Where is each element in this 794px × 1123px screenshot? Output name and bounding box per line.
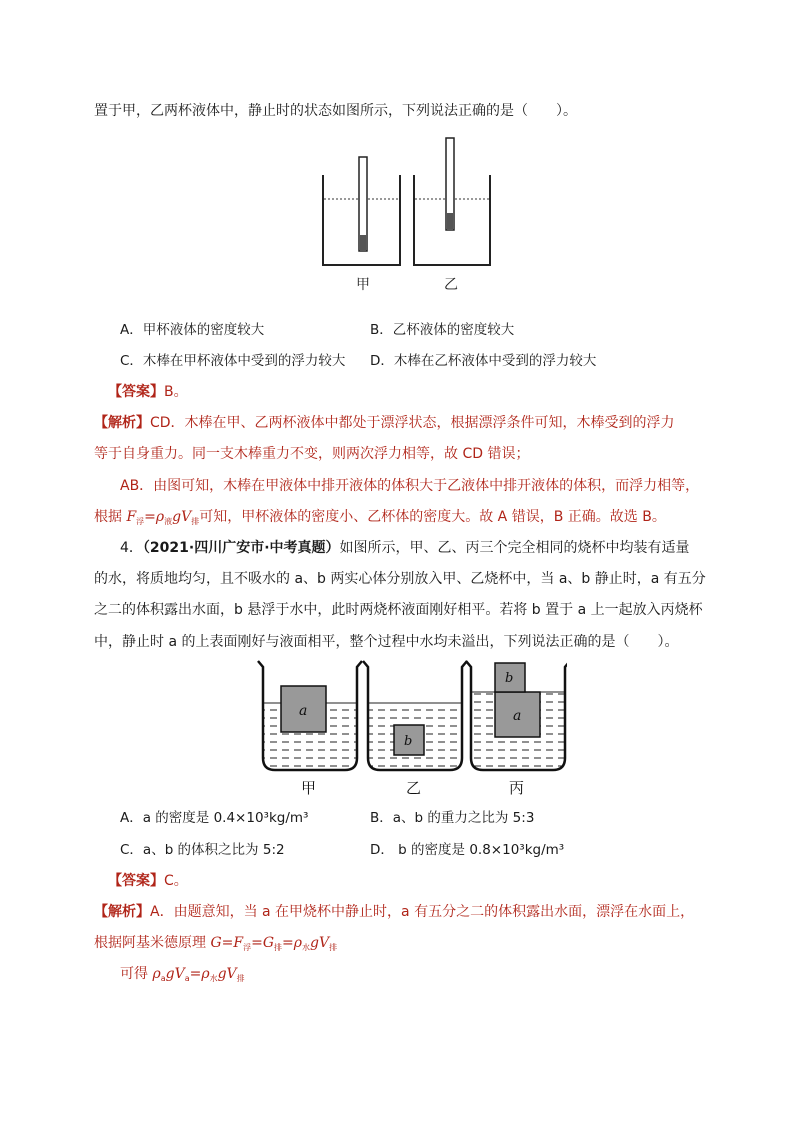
q3-analysis-line-1: 【解析】CD．木棒在甲、乙两杯液体中都处于漂浮状态，根据漂浮条件可知，木棒受到的浮力 <box>94 415 675 431</box>
q3-analysis-line-3: AB．由图可知，木棒在甲液体中排开液体的体积大于乙液体中排开液体的体积，而浮力相等， <box>120 478 700 494</box>
analysis-label: 【解析】 <box>94 904 150 920</box>
formula-density-equation: $\rho_agV_a=\rho_水gV_排$ <box>152 966 245 983</box>
label-jia: 甲 <box>301 779 317 797</box>
svg-text:a: a <box>299 703 308 719</box>
q4-option-b: B．a、b 的重力之比为 5:3 <box>370 810 535 826</box>
question-3-stem: 置于甲，乙两杯液体中，静止时的状态如图所示，下列说法正确的是（ ）。 <box>94 103 577 119</box>
q3-option-c: C．木棒在甲杯液体中受到的浮力较大 <box>120 353 346 369</box>
formula-buoyancy: $F_浮=\rho_液gV_排$ <box>126 509 200 526</box>
q4-option-c: C．a、b 的体积之比为 5:2 <box>120 842 285 858</box>
svg-text:a: a <box>513 708 522 724</box>
answer-label: 【答案】 <box>108 384 164 400</box>
q3-analysis-line-2: 等于自身重力。同一支木棒重力不变，则两次浮力相等，故 CD 错误； <box>94 446 530 462</box>
answer-value: B。 <box>164 384 188 400</box>
q4-stem-line-3: 之二的体积露出水面，b 悬浮于水中，此时两烧杯液面刚好相平。若将 b 置于 a 上一起放入丙烧杯 <box>94 602 703 618</box>
q4-stem-line-2: 的水，将质地均匀，且不吸水的 a、b 两实心体分别放入甲、乙烧杯中，当 a、b 静止时，a 有五分 <box>94 571 706 587</box>
cup-jia <box>323 157 400 265</box>
label-yi: 乙 <box>444 277 458 293</box>
label-bing: 丙 <box>509 779 525 797</box>
cups-diagram <box>318 135 498 295</box>
figure-sticks-in-cups <box>318 135 498 299</box>
beaker-bing <box>466 661 567 770</box>
q4-option-d: D． b 的密度是 0.8×10³kg/m³ <box>370 842 565 858</box>
beaker-jia <box>258 661 362 770</box>
q4-stem-line-1: 4．（2021·四川广安市·中考真题）如图所示，甲、乙、丙三个完全相同的烧杯中均装有适量 <box>120 540 690 556</box>
q4-source: （2021·四川广安市·中考真题） <box>142 540 340 556</box>
analysis-label: 【解析】 <box>94 415 150 431</box>
beaker-yi <box>363 661 467 770</box>
q3-option-b: B．乙杯液体的密度较大 <box>370 322 515 338</box>
formula-archimedes: $G=F_浮=G_排=\rho_水gV_排$ <box>210 935 338 952</box>
answer-label: 【答案】 <box>108 873 164 889</box>
cup-yi <box>414 138 490 265</box>
answer-value: C。 <box>164 873 188 889</box>
label-yi: 乙 <box>406 779 422 797</box>
q4-analysis-line-3: 可得 $\rho_agV_a=\rho_水gV_排$ <box>120 966 245 983</box>
stick-yi-weight <box>447 213 453 229</box>
q4-answer <box>108 871 188 891</box>
q4-analysis-line-1: 【解析】A．由题意知，当 a 在甲烧杯中静止时，a 有五分之二的体积露出水面，漂浮在水面上， <box>94 904 695 920</box>
q3-answer <box>108 382 188 402</box>
q3-option-d: D．木棒在乙杯液体中受到的浮力较大 <box>370 353 597 369</box>
svg-text:b: b <box>404 734 413 749</box>
q4-stem-line-4: 中，静止时 a 的上表面刚好与液面相平，整个过程中水均未溢出，下列说法正确的是（ ）。 <box>94 634 679 650</box>
q3-option-a: A．甲杯液体的密度较大 <box>120 322 265 338</box>
stick-jia-weight <box>360 235 366 250</box>
q4-option-a: A．a 的密度是 0.4×10³kg/m³ <box>120 810 309 826</box>
label-jia: 甲 <box>356 277 370 293</box>
q3-analysis-line-4: 根据 $F_浮=\rho_液gV_排$可知，甲杯液体的密度小、乙杯体的密度大。故 A 错误，B 正确。故选 B。 <box>94 509 666 526</box>
figure-three-beakers <box>257 658 567 807</box>
beakers-diagram <box>257 658 567 803</box>
svg-text:b: b <box>505 671 514 686</box>
q4-analysis-line-2: 根据阿基米德原理 $G=F_浮=G_排=\rho_水gV_排$ <box>94 935 338 952</box>
q4-number: 4． <box>120 540 143 556</box>
